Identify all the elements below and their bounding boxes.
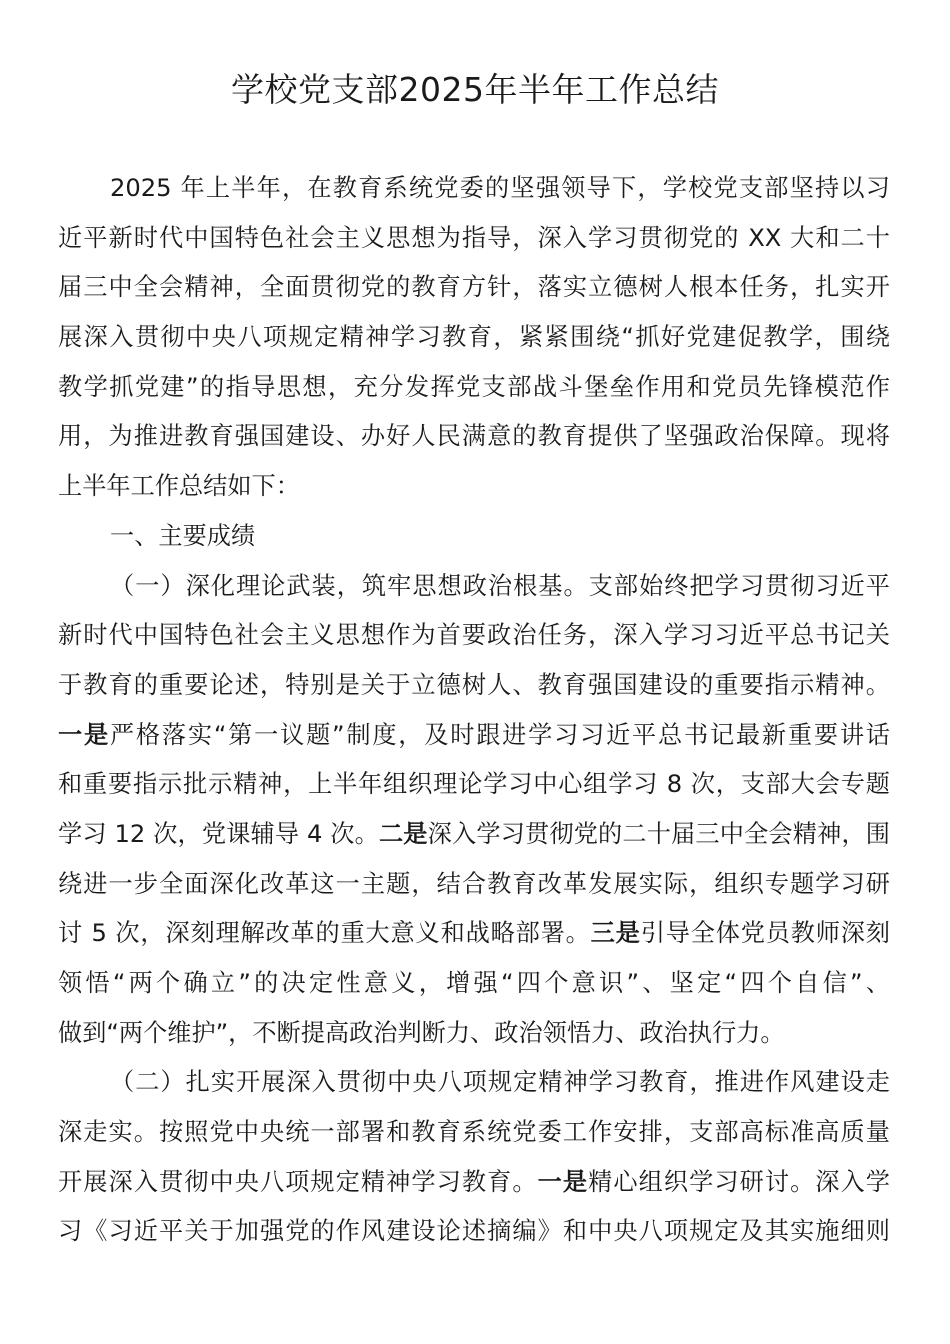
- text-line: [58, 214, 890, 264]
- document-body: [58, 164, 890, 1257]
- text-segment: 做到“两个维护”，不断提高政治判断力、政治领悟力、政治执行力。: [58, 1018, 785, 1047]
- text-segment: 一、主要成绩: [110, 521, 256, 550]
- text-line: [58, 810, 890, 860]
- text-line: [58, 1158, 890, 1208]
- text-line: [58, 1058, 890, 1108]
- text-line: [58, 611, 890, 661]
- text-segment: 2025 年上半年，在教育系统党委的坚强领导下，学校党支部坚持以习: [110, 174, 890, 202]
- text-segment: 上半年工作总结如下：: [58, 472, 300, 501]
- text-segment: 领悟“两个确立”的决定性意义，增强“四个意识”、坚定“四个自信”、: [58, 969, 890, 997]
- text-line: [58, 412, 890, 462]
- text-line: [58, 164, 890, 214]
- bold-lead-phrase: 一是: [58, 720, 110, 749]
- text-line: [58, 760, 890, 810]
- text-segment: 届三中全会精神，全面贯彻党的教育方针，落实立德树人根本任务，扎实开: [58, 273, 890, 302]
- text-segment: 深入学习贯彻党的二十届三中全会精神，围: [427, 819, 890, 848]
- text-segment: 教学抓党建”的指导思想，充分发挥党支部战斗堡垒作用和党员先锋模范作: [58, 372, 890, 401]
- text-segment: 绕进一步全面深化改革这一主题，结合教育改革发展实际，组织专题学习研: [58, 869, 890, 898]
- text-segment: 近平新时代中国特色社会主义思想为指导，深入学习贯彻党的 XX 大和二十: [58, 223, 890, 252]
- text-line: [58, 263, 890, 313]
- text-segment: 新时代中国特色社会主义思想作为首要政治任务，深入学习习近平总书记关: [58, 621, 890, 650]
- text-line: [58, 562, 890, 612]
- bold-lead-phrase: 一是: [537, 1167, 589, 1196]
- text-segment: 深走实。按照党中央统一部署和教育系统党委工作安排，支部高标准高质量: [58, 1118, 890, 1147]
- text-line: [58, 313, 890, 363]
- text-segment: 严格落实“第一议题”制度，及时跟进学习习近平总书记最新重要讲话: [109, 720, 890, 749]
- text-segment: （二）扎实开展深入贯彻中央八项规定精神学习教育，推进作风建设走: [110, 1068, 890, 1097]
- text-segment: 展深入贯彻中央八项规定精神学习教育，紧紧围绕“抓好党建促教学，围绕: [58, 323, 890, 352]
- bold-lead-phrase: 三是: [590, 919, 641, 948]
- text-line: [58, 462, 890, 512]
- text-line: [58, 909, 890, 959]
- text-line: [58, 661, 890, 711]
- text-segment: 学习 12 次，党课辅导 4 次。: [58, 819, 379, 848]
- text-segment: 习《习近平关于加强党的作风建设论述摘编》和中央八项规定及其实施细则: [58, 1217, 890, 1246]
- text-line: [58, 959, 890, 1009]
- text-line: [58, 1009, 890, 1059]
- text-line: [58, 1207, 890, 1257]
- text-segment: （一）深化理论武装，筑牢思想政治根基。支部始终把学习贯彻习近平: [110, 571, 890, 600]
- text-line: [58, 363, 890, 413]
- text-segment: 讨 5 次，深刻理解改革的重大意义和战略部署。: [58, 919, 591, 948]
- text-line: [58, 1108, 890, 1158]
- bold-lead-phrase: 二是: [378, 819, 428, 848]
- text-segment: 精心组织学习研讨。深入学: [588, 1167, 890, 1196]
- text-segment: 开展深入贯彻中央八项规定精神学习教育。: [58, 1167, 538, 1196]
- text-segment: 于教育的重要论述，特别是关于立德树人、教育强国建设的重要指示精神。: [58, 670, 890, 699]
- text-segment: 用，为推进教育强国建设、办好人民满意的教育提供了坚强政治保障。现将: [58, 422, 890, 451]
- text-line: [58, 512, 890, 562]
- text-line: [58, 711, 890, 761]
- text-segment: 和重要指示批示精神，上半年组织理论学习中心组学习 8 次，支部大会专题: [58, 770, 890, 799]
- document-title: 学校党支部2025年半年工作总结: [231, 70, 719, 109]
- text-line: [58, 860, 890, 910]
- text-segment: 引导全体党员教师深刻: [640, 919, 890, 948]
